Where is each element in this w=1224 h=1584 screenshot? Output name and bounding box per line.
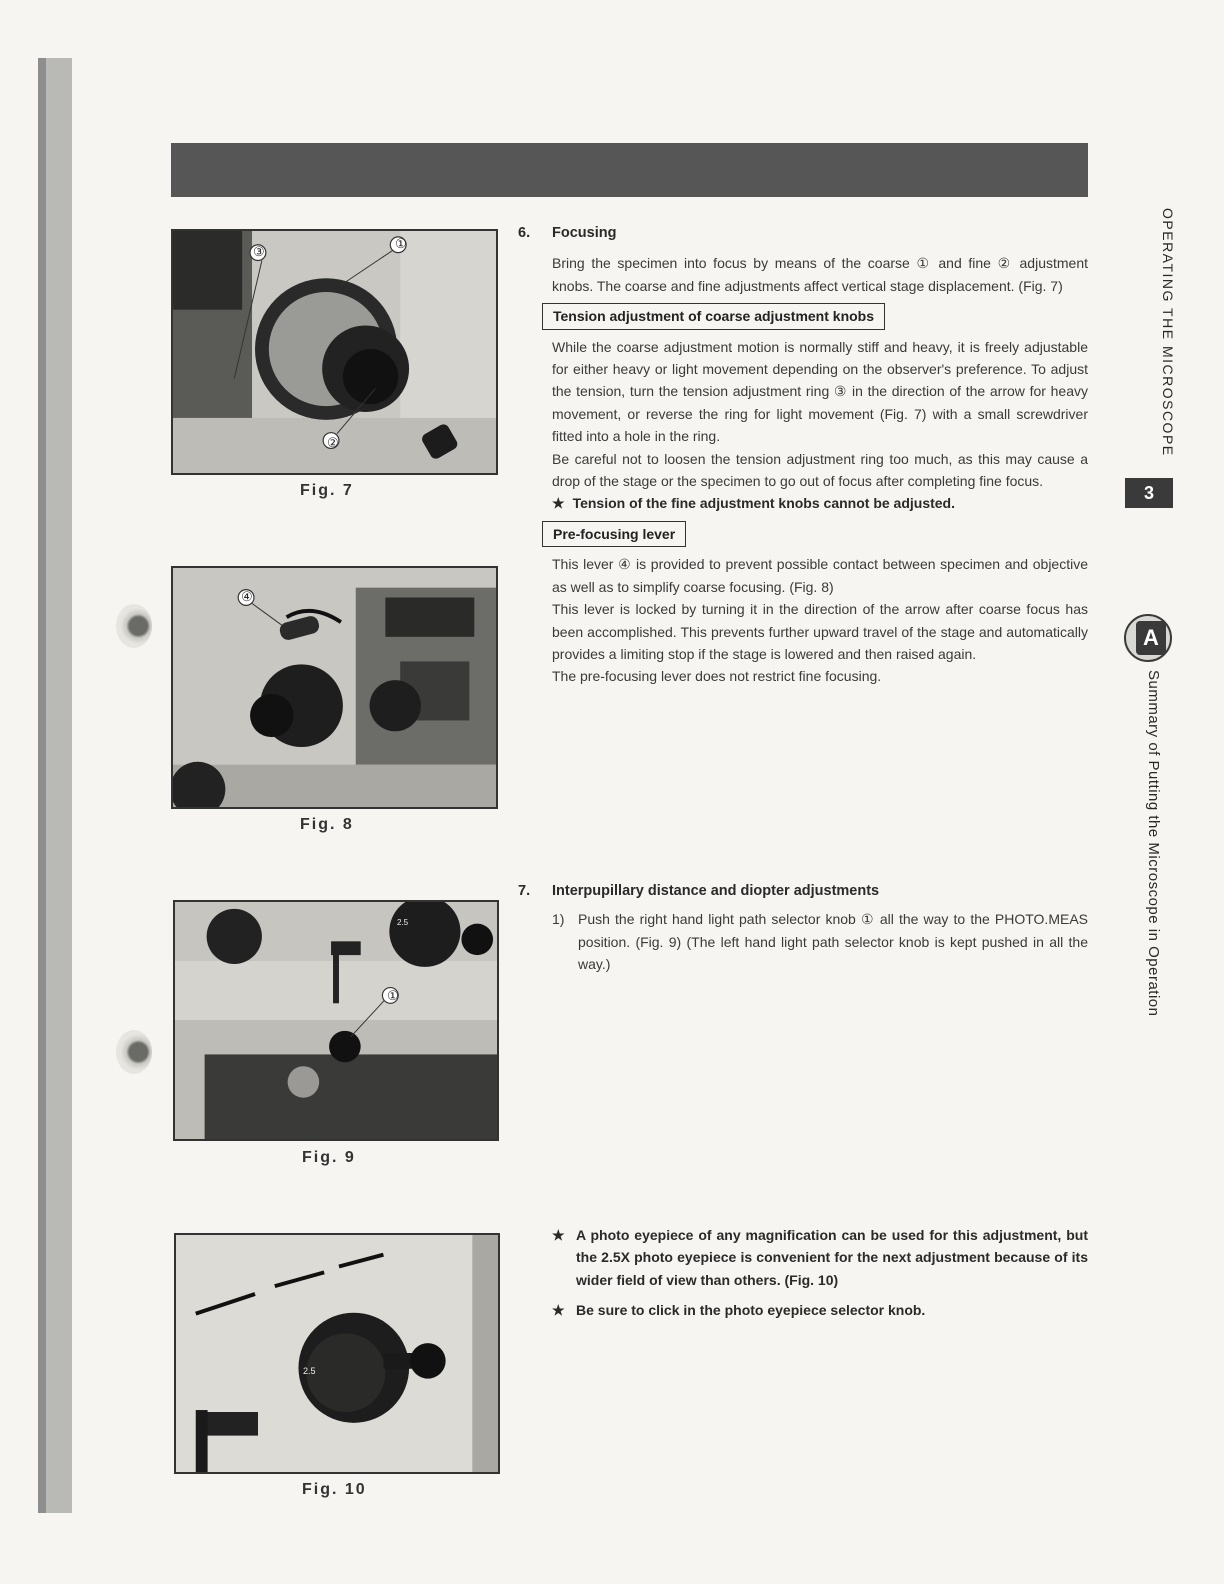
section-tab <box>1124 614 1172 662</box>
section-interpupillary <box>518 880 1088 976</box>
figure-7-photo <box>171 229 498 475</box>
section-6-number: 6. <box>518 225 531 241</box>
section-7-number: 7. <box>518 883 531 899</box>
punch-hole-upper <box>116 604 152 648</box>
photo-eyepiece-note-text: A photo eyepiece of any magnification can be used for this adjustment, but the 2.5X photo eyepiece is convenient for the next adjustment because of its wider field of view than others. (Fig. 10) <box>576 1227 1088 1288</box>
figure-8-caption: Fig. 8 <box>300 816 354 833</box>
focusing-intro: Bring the specimen into focus by means of the coarse ① and fine ② adjustment knobs. The coarse and fine adjustments affect vertical stage displacement. (Fig. 7) <box>552 255 1088 294</box>
callout-1: ① <box>395 236 407 251</box>
star-icon: ★ <box>552 1227 565 1243</box>
knob-label-2-5: 2.5 <box>397 918 409 927</box>
callout-1: ① <box>387 988 399 1003</box>
figure-7-caption: Fig. 7 <box>300 482 354 499</box>
photo-eyepiece-note <box>552 1224 1088 1291</box>
chapter-tab: 3 <box>1125 478 1173 508</box>
tension-paragraph-2: Be careful not to loosen the tension adjustment ring too much, as this may cause a drop of the stage or the specimen to go out of focus after completing fine focus. <box>552 450 1088 490</box>
tension-paragraph-1: While the coarse adjustment motion is normally stiff and heavy, it is freely adjustable for either heavy or light movement depending on the observer's preference. To adjust the tension, turn the tension adjustment ring ③ in the direction of the arrow for heavy movement, or reverse the ring for light movement (Fig. 7) with a small screwdriver fitted into a hole in the ring. <box>552 338 1088 445</box>
section-6-title: Focusing <box>552 225 617 241</box>
section-7-heading <box>518 880 1088 902</box>
section-tab-letter: A <box>1136 621 1166 655</box>
section-side-label: Summary of Putting the Microscope in Operation <box>1145 670 1162 1017</box>
step-1-index: 1) <box>552 911 565 928</box>
knob-label-2-5: 2.5 <box>303 1366 316 1376</box>
section-7-notes <box>518 1224 1088 1330</box>
step-1-text: Push the right hand light path selector knob ① all the way to the PHOTO.MEAS position. (Fig. 9) (The left hand light path selector knob is kept pushed in all the way.) <box>578 911 1088 973</box>
star-icon: ★ <box>552 1302 565 1319</box>
punch-hole-lower <box>116 1030 152 1074</box>
figure-10-caption: Fig. 10 <box>302 1481 367 1498</box>
callout-3: ③ <box>253 244 265 259</box>
pre-focusing-lever-title: Pre-focusing lever <box>542 521 686 547</box>
section-7-title: Interpupillary distance and diopter adjustments <box>552 883 880 899</box>
figure-9-caption: Fig. 9 <box>302 1149 356 1166</box>
callout-4: ④ <box>241 589 253 604</box>
figure-9-photo <box>173 900 499 1141</box>
step-1 <box>552 908 1088 975</box>
selector-knob-note <box>552 1299 1088 1321</box>
tension-adjustment-title: Tension adjustment of coarse adjustment knobs <box>542 303 885 329</box>
lever-paragraph-2: This lever is locked by turning it in the direction of the arrow after coarse focus has been accomplished. This prevents further upward travel of the stage and automatically provides a limiting stop if the stage is lowered and then raised again. <box>552 601 1088 662</box>
callout-2: ② <box>327 435 339 450</box>
figure-10-photo <box>174 1233 500 1474</box>
header-bar <box>171 143 1088 197</box>
figure-8-photo <box>171 566 498 809</box>
lever-paragraph-3: The pre-focusing lever does not restrict fine focusing. <box>552 668 882 685</box>
binding-edge <box>38 58 72 1513</box>
star-icon: ★ <box>552 495 565 512</box>
section-6-heading <box>518 222 1088 244</box>
tension-note <box>552 492 1088 514</box>
chapter-side-label: OPERATING THE MICROSCOPE <box>1160 208 1176 457</box>
selector-knob-note-text: Be sure to click in the photo eyepiece selector knob. <box>576 1302 926 1319</box>
section-focusing <box>518 222 1088 688</box>
tension-note-text: Tension of the fine adjustment knobs cannot be adjusted. <box>572 495 955 512</box>
lever-paragraph-1: This lever ④ is provided to prevent possible contact between specimen and objective as well as to simplify coarse focusing. (Fig. 8) <box>552 556 1088 595</box>
